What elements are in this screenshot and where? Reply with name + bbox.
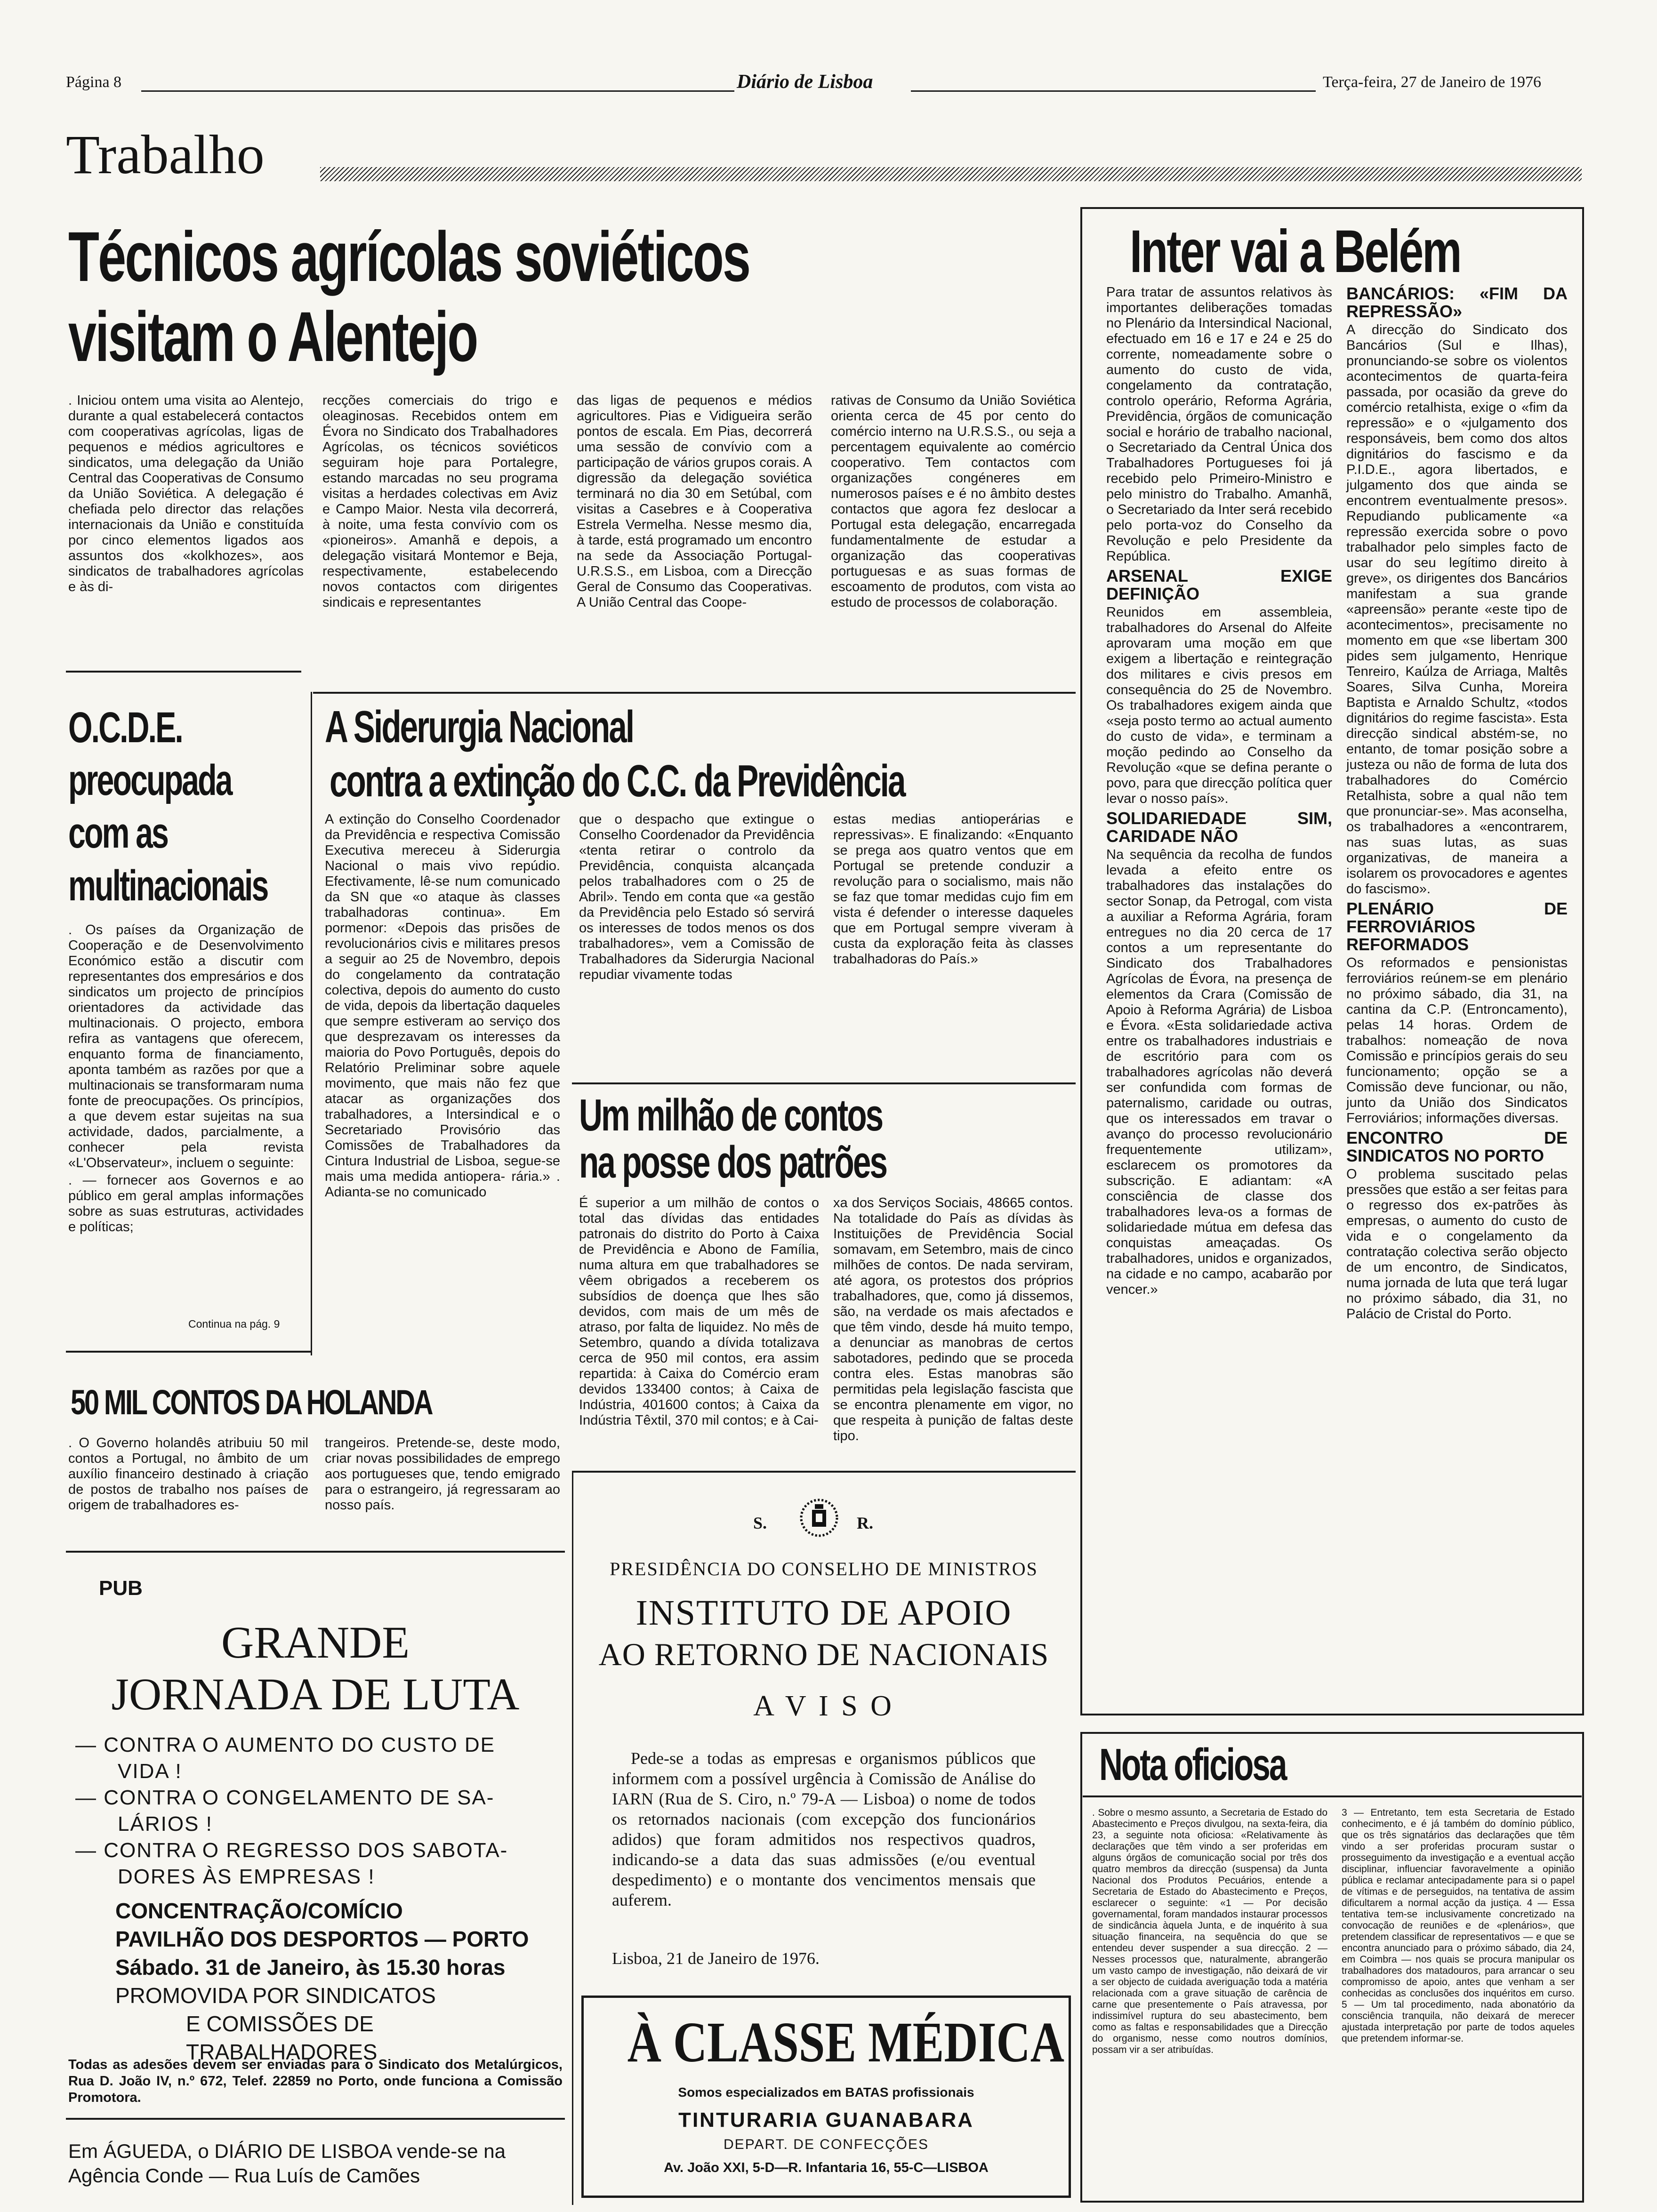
- ferroviarios-subhead: PLENÁRIO DE FERROVIÁRIOS REFORMADOS: [1346, 899, 1568, 954]
- classe-medica-ad: [581, 1996, 1071, 2198]
- siderurgia-col1: A extinção do Conselho Coordenador da Previdência e respectiva Comissão Executiva mereceu à Siderurgia Nacional o mais vivo repúdio. Efectivamente, lê-se num comunicado da SN que «o ataque às classes trabalhadoras continua». Em pormenor: «Depois das prisões de revolucionários civis e militares presos a seguir ao 25 de Novembro, depois do congelamento da contratação colectiva, depois do aumento do custo de vida, depois da libertação daqueles que sempre estiveram ao serviço dos que desprezavam os interesses da maioria do Povo Português, depois do Relatório Preliminar sobre aquele movimento, que mais não fez que atacar as organizações dos trabalhadores, a Intersindical e o Secretariado Provisório das Comissões de Trabalhadores da Cintura Industrial de Lisboa, segue-se mais uma medida antiopera- rária.» . Adianta-se no comunicado: [325, 812, 560, 1200]
- pub-comissoes: E COMISSÕES DE TRABALHADORES: [186, 2012, 378, 2064]
- ocde-headline: [68, 701, 267, 912]
- divider-vertical-middle: [572, 1471, 573, 2205]
- section-hatch-rule: [320, 167, 1582, 181]
- ferroviarios-body: Os reformados e pensionistas ferroviários reúnem-se em plenário no próximo sábado, dia 31, na cantina da C.P. (Entroncamento), pelas 14 horas. Ordem de trabalhos: nomeação de nova Comissão e princípios gerais do seu funcionamento; opção se a Comissão deve funcionar, ou não, junto da União dos Sindicatos Ferroviários; informações diversas.: [1346, 955, 1568, 1126]
- pub-item-2b: LÁRIOS !: [118, 1812, 213, 1835]
- iarn-presidencia: PRESIDÊNCIA DO CONSELHO DE MINISTROS: [610, 1558, 1038, 1579]
- nota-col2: 3 — Entretanto, tem esta Secretaria de Estado conhecimento, e é já também do domínio público, que os três signatários das declarações que têm vindo a ser proferidas procuram sustar o prosseguimento da investigação e a eventual acção disciplinar, influenciar favoravelmente a opinião pública e reclamar antecipadamente para si o papel de vítimas e de perseguidos, na tentativa de assim dificultarem a normal acção da justiça. 4 — Essa tentativa tem-se inclusivamente concretizado na convocação de reuniões e de «plenários», que pretendem classificar de representativos — e que se encontra anunciado para o próximo sábado, dia 24, em Coimbra — nos quais se procura manipular os trabalhadores dos matadouros, para arrancar o seu compromisso de apoio, antes que venham a ser conhecidas as conclusões dos inquéritos em curso. 5 — Um tal procedimento, nada abonatório da consciência tranquila, não deixará de merecer ajustada interpretação por parte de todos aqueles que pretendem informar-se.: [1342, 1807, 1575, 2044]
- milhao-headline-line2: na posse dos patrões: [579, 1137, 887, 1187]
- siderurgia-col3: estas medias antioperárias e repressivas». E finalizando: «Enquanto se prega aos quatro ventos que em Portugal se pretende conduzir a revolução para o socialismo, mais não se faz que tomar medidas cujo fim em vista é defender o interesse daqueles que em Portugal sempre viveram à custa da exploração feita às classes trabalhadoras do País.»: [833, 812, 1073, 967]
- iarn-body: Pede-se a todas as empresas e organismos públicos que informem com a possível urgência à Comissão de Análise do IARN (Rua de S. Ciro, n.º 79-A — Lisboa) o nome de todos os retornados nacionais (com excepção dos funcionários adidos) que foram admitidos nos respectivos quadros, indicando-se a data das suas admissões (e/ou eventual despedimento) e o montante dos vencimentos mensais que auferem.: [612, 1749, 1036, 1909]
- agueda-notice: [68, 2139, 567, 2188]
- newspaper-name: Diário de Lisboa: [737, 71, 873, 93]
- iarn-s: S.: [753, 1514, 767, 1532]
- tecnicos-col1: . Iniciou ontem uma visita ao Alentejo, durante a qual estabelecerá contactos com cooperativas agrícolas, ligas de pequenos e médios agricultores e sindicatos, uma delegação da União Central das Cooperativas de Consumo da União Soviética. A delegação é chefiada pelo director das relações internacionais da União e constituída por cinco elementos ligados aos assuntos dos «kolkhozes», aos sindicatos de trabalhadores agrícolas e às di-: [68, 393, 304, 594]
- ocde-headline-1: O.C.D.E.: [68, 704, 182, 752]
- solidariedade-subhead: SOLIDARIEDADE SIM, CARIDADE NÃO: [1106, 809, 1332, 846]
- tecnicos-headline-line2: visitam o Alentejo: [68, 297, 477, 376]
- nota-col1: . Sobre o mesmo assunto, a Secretaria de Estado do Abastecimento e Preços divulgou, na sexta-feira, dia 23, a seguinte nota oficiosa: «Relativamente às declarações que têm vindo a ser proferidas em alguns órgãos de comunicação social por três dos quatro membros da direcção (suspensa) da Junta Nacional dos Produtos Pecuários, entende a Secretaria de Estado do Abastecimento e Preços, esclarecer o seguinte: «1 — Por decisão governamental, foram mandados instaurar processos de sindicância àquela Junta, e de inquérito à sua situação financeira, na sequência do que se entendeu dever suspender a sua direcção. 2 — Nesses processos que, naturalmente, abrangerão um vasto campo de investigação, não deixará de vir a ser objecto de cuidada averiguação toda a matéria relacionada com a grave situação de carência de carne que presentemente o País atravessa, por indissimível ruptura do seu abastecimento, bem como as faltas e responsabilidades que a Direcção do organismo, nesse como noutros domínios, possam vir a ser atribuídas.: [1092, 1807, 1327, 2055]
- holanda-headline: 50 MIL CONTOS DA HOLANDA: [71, 1383, 432, 1422]
- classe-title: À CLASSE MÉDICA: [627, 2011, 1065, 2074]
- inter-body: Para tratar de assuntos relativos às importantes deliberações tomadas no Plenário da Intersindical Nacional, efectuado em 16 e 17 e 24 e 25 do corrente, nomeadamente sobre o aumento do custo de vida, congelamento da contratação, controlo operário, Reforma Agrária, Previdência, órgãos de comunicação social e horário de trabalho nacional, o Secretariado da Central Única dos Trabalhadores Portugueses foi já recebido pelo Primeiro-Ministro e pelo ministro do Trabalho. Amanhã, o Secretariado da Inter será recebido pelo porta-voz do Conselho da Revolução e pelo Presidente da República.: [1106, 285, 1332, 564]
- pub-item-2: — CONTRA O CONGELAMENTO DE SA-: [75, 1786, 495, 1809]
- ocde-headline-2: preocupada: [68, 756, 232, 804]
- arsenal-body: Reunidos em assembleia, trabalhadores do Arsenal do Alfeite aprovaram uma moção em que exigem a libertação e reintegração dos militares e civis presos em consequência do 25 de Novembro. Os trabalhadores exigem ainda que «seja posto termo ao actual aumento do custo de vida», e terminam a moção pedindo ao Conselho da Revolução «que se defina perante o povo, para que direcção política quer levar o nosso país».: [1106, 605, 1332, 806]
- pub-pavilhao: PAVILHÃO DOS DESPORTOS — PORTO: [115, 1927, 529, 1951]
- ocde-body: [68, 922, 304, 1234]
- ocde-headline-4: multinacionais: [68, 862, 268, 910]
- solidariedade-body: Na sequência da recolha de fundos levada a efeito entre os trabalhadores das instalações do sector Sonap, da Petrogal, com vista a auxiliar a Reforma Agrária, foram entregues no dia 20 cerca de 17 contos a um representante do Sindicato dos Trabalhadores Agrícolas de Évora, na presença de elementos da Crara (Comissão de Apoio à Reforma Agrária) de Lisboa e Évora. «Esta solidariedade activa entre os trabalhadores industriais e de escritório para com os trabalhadores agrícolas não deverá ser confundida com formas de paternalismo, caridade ou outras, que os interessados em travar o avanço do processo revolucionário frequentemente utilizam», esclarecem os promotores da subscrição. E adiantam: «A consciência de classe dos trabalhadores leva-os a formas de solidariedade mútua em defesa das conquistas ameaçadas. Os trabalhadores, unidos e organizados, na cidade e no campo, acabarão por vencer.»: [1106, 847, 1332, 1297]
- pub-title-line2: JORNADA DE LUTA: [111, 1669, 520, 1719]
- divider-agueda-top: [66, 2118, 565, 2120]
- ocde-continues: Continua na pág. 9: [188, 1318, 280, 1330]
- coat-of-arms-icon: [798, 1497, 840, 1539]
- masthead-rule-left: [141, 90, 734, 92]
- pub-concentracao: CONCENTRAÇÃO/COMÍCIO: [115, 1899, 403, 1923]
- nota-rule: [1083, 1795, 1582, 1797]
- pub-items: [75, 1732, 560, 1890]
- siderurgia-headline-line1: A Siderurgia Nacional: [325, 702, 634, 752]
- iarn-title-line1: INSTITUTO DE APOIO: [635, 1593, 1012, 1633]
- divider-vertical-left: [311, 692, 312, 1355]
- inter-right-column: [1346, 285, 1568, 1692]
- masthead-rule-right: [911, 90, 1316, 92]
- divider-milhao-top: [572, 1082, 1076, 1084]
- milhao-col2: xa dos Serviços Sociais, 48665 contos. Na totalidade do País as dívidas às Instituições de Previdência Social somavam, em Setembro, mais de cinco milhões de contos. De nada serviram, até agora, os protestos dos próprios trabalhadores, que, como já dissemos, são, na verdade os mais afectados e que têm vindo, desde há muito tempo, a denunciar as manobras de certos sabotadores, pedindo que se proceda contra eles. Estas manobras são permitidas pela legislação fascista que se encontra plenamente em vigor, no que respeita à punição de faltas deste tipo.: [833, 1195, 1073, 1443]
- pub-promovida: PROMOVIDA POR SINDICATOS: [115, 1983, 436, 2008]
- pub-item-1b: VIDA !: [118, 1760, 182, 1783]
- tecnicos-headline-line1: Técnicos agrícolas soviéticos: [68, 217, 750, 296]
- siderurgia-headline-line2: contra a extinção do C.C. da Previdência: [330, 756, 905, 806]
- milhao-col1: É superior a um milhão de contos o total das dívidas das entidades patronais do distrito do Porto à Caixa de Previdência e Abono de Família, numa altura em que trabalhadores se vêem obrigados a receberem os subsídios de doença que lhes são devidos, com mais de um mês de atraso, por falta de liquidez. No mês de Setembro, quando a dívida totalizava cerca de 950 mil contos, era assim repartida: à Caixa do Comércio eram devidos 133400 contos; à Caixa de Indústria, 401600 contos; à Caixa da Indústria Têxtil, 370 mil contos; e à Cai-: [579, 1195, 819, 1428]
- pub-adesoes: Todas as adesões devem ser enviadas para o Sindicato dos Metalúrgicos, Rua D. João IV, n.º 672, Telef. 22859 no Porto, onde funciona a Comissão Promotora.: [68, 2057, 563, 2105]
- agueda-line2: Agência Conde — Rua Luís de Camões: [68, 2164, 420, 2187]
- porto-subhead: ENCONTRO DE SINDICATOS NO PORTO: [1346, 1128, 1568, 1165]
- iarn-title-line2: AO RETORNO DE NACIONAIS: [598, 1636, 1049, 1672]
- ocde-item: . — fornecer aos Governos e ao público em geral amplas informações sobre as suas estruturas, actividades e políticas;: [68, 1173, 304, 1234]
- holanda-col2: trangeiros. Pretende-se, deste modo, criar novas possibilidades de emprego aos portugueses que, tendo emigrado para o estrangeiro, já regressaram ao nosso país.: [325, 1435, 560, 1513]
- classe-line2: TINTURARIA GUANABARA: [678, 2108, 974, 2132]
- tecnicos-col2: recções comerciais do trigo e oleaginosas. Recebidos ontem em Évora no Sindicato dos Trabalhadores Agrícolas, os técnicos soviéticos seguiram hoje para Portalegre, estando marcadas no seu programa visitas a herdades colectivas em Aviz e Campo Maior. Nesta vila decorrerá, à noite, uma festa convívio com os «pioneiros». Amanhã e depois, a delegação visitará Montemor e Beja, respectivamente, estabelecendo novos contactos com dirigentes sindicais e representantes: [322, 393, 558, 610]
- porto-body: O problema suscitado pelas pressões que estão a ser feitas para o regresso dos ex-patrões às empresas, o aumento do custo de vida e o congelamento da contratação colectiva serão objecto de um encontro, de Sindicatos, numa jornada de luta que terá lugar no próximo sábado, dia 31, no Palácio de Cristal do Porto.: [1346, 1167, 1568, 1322]
- tecnicos-col3: das ligas de pequenos e médios agricultores. Pias e Vidigueira serão pontos de escala. Em Pias, decorrerá uma sessão de convívio com a participação de vários grupos corais. A digressão da delegação soviética terminará no dia 30 em Setúbal, com visitas a Casebres e à Cooperativa Estrela Vermelha. Nesse mesmo dia, à tarde, está programado um encontro na sede da Associação Portugal-U.R.S.S., em Lisboa, com a Direcção Geral de Consumo das Cooperativas. A União Central das Coope-: [577, 393, 812, 610]
- arsenal-subhead: ARSENAL EXIGE DEFINIÇÃO: [1106, 566, 1332, 603]
- section-title: Trabalho: [66, 124, 265, 185]
- pub-title-line1: GRANDE: [221, 1617, 410, 1667]
- classe-line3: DEPART. DE CONFECÇÕES: [724, 2137, 929, 2152]
- iarn-r: R.: [857, 1514, 873, 1532]
- nota-headline: Nota oficiosa: [1099, 1739, 1286, 1790]
- pub-label: PUB: [99, 1577, 143, 1600]
- pub-event: [115, 1897, 563, 2066]
- page-number: Página 8: [66, 73, 122, 91]
- milhao-headline-line1: Um milhão de contos: [579, 1090, 883, 1140]
- divider-ocde-top: [66, 671, 301, 673]
- inter-left-column: [1106, 285, 1332, 1692]
- ocde-headline-3: com as: [68, 809, 168, 857]
- inter-headline: Inter vai a Belém: [1130, 218, 1461, 285]
- divider-pub-top: [66, 1551, 565, 1553]
- divider-siderurgia-top: [313, 692, 1076, 694]
- siderurgia-col2: que o despacho que extingue o Conselho Coordenador da Previdência «tenta retirar o controlo da Previdência, conquista alcançada pelos trabalhadores com o 25 de Abril». Tendo em conta que «a gestão da Previdência pelo Estado só servirá os interesses de todos menos os dos trabalhadores», vem a Comissão de Trabalhadores da Siderurgia Nacional repudiar vivamente todas: [579, 812, 814, 982]
- pub-item-1: — CONTRA O AUMENTO DO CUSTO DE: [75, 1733, 496, 1756]
- iarn-aviso: A V I S O: [753, 1690, 894, 1722]
- ocde-text: . Os países da Organização de Cooperação e de Desenvolvimento Económico estão a discutir com representantes dos empresários e dos sindicatos um projecto de princípios orientadores da actividade das multinacionais. O projecto, embora refira as vantagens que oferecem, enquanto forma de financiamento, aponta também as razões por que a multinacionais se transformaram numa fonte de preocupações. Os princípios, a que devem estar sujeitas na sua actividade, dados, parcialmente, a conhecer pela revista «L'Observateur», incluem o seguinte:: [68, 922, 304, 1170]
- pub-item-3: — CONTRA O REGRESSO DOS SABOTA-: [75, 1839, 508, 1862]
- holanda-col1: . O Governo holandês atribuiu 50 mil contos a Portugal, no âmbito de um auxílio financeiro destinado à criação de postos de trabalho nos países de origem de trabalhadores es-: [68, 1435, 308, 1513]
- bancarios-subhead: BANCÁRIOS: «FIM DA REPRESSÃO»: [1346, 284, 1568, 321]
- agueda-line1: Em ÁGUEDA, o DIÁRIO DE LISBOA vende-se na: [68, 2140, 506, 2162]
- iarn-date: Lisboa, 21 de Janeiro de 1976.: [612, 1949, 820, 1968]
- pub-date: Sábado. 31 de Janeiro, às 15.30 horas: [115, 1955, 506, 1980]
- pub-item-3b: DORES ÀS EMPRESAS !: [118, 1865, 375, 1888]
- divider-iarn-top: [572, 1471, 1076, 1473]
- divider-holanda-top: [66, 1351, 311, 1353]
- tecnicos-col4: rativas de Consumo da União Soviética orienta cerca de 45 por cento do comércio interno na U.R.S.S., ou seja a percentagem equivalente ao comércio cooperativo. Tem contactos com organizações congéneres em numerosos países e é no âmbito destes contactos que agora fez deslocar a Portugal esta delegação, encarregada fundamentalmente de estudar a organização das cooperativas portuguesas e as suas formas de escoamento de produtos, com vista ao estudo de processos de colaboração.: [831, 393, 1076, 610]
- bancarios-body: A direcção do Sindicato dos Bancários (Sul e Ilhas), pronunciando-se sobre os violentos acontecimentos de quarta-feira passada, por ocasião da greve do comércio retalhista, exige o «fim da repressão» e o «julgamento dos responsáveis, bem como dos altos dignitários do fascismo e da P.I.D.E., agora libertados, e julgamento dos que ainda se encontrem eventualmente presos». Repudiando publicamente «a repressão exercida sobre o povo trabalhador pelo simples facto de usar do seu legítimo direito à greve», os dirigentes dos Bancários manifestam a sua grande «apreensão» perante «este tipo de acontecimentos», precisamente no momento em que «se libertam 300 pides sem julgamento, Henrique Tenreiro, Kaúlza de Arriaga, Maltês Soares, Silva Cunha, Moreira Baptista e Arnaldo Schultz, «todos dignitários do regime fascista». Esta direcção sindical abstém-se, no entanto, de tomar posição sobre a justeza ou não de forma de luta dos trabalhadores do Comércio Retalhista, sobre a qual não tem que pronunciar-se». Mas aconselha, os trabalhadores a «encontrarem, nas suas lutas, as suas organizativas, de maneira a isolarem os provocadores e agentes do fascismo».: [1346, 322, 1568, 897]
- issue-date: Terça-feira, 27 de Janeiro de 1976: [1323, 73, 1541, 91]
- classe-line4: Av. João XXI, 5-D—R. Infantaria 16, 55-C—LISBOA: [664, 2160, 989, 2175]
- classe-line1: Somos especializados em BATAS profissionais: [678, 2085, 974, 2100]
